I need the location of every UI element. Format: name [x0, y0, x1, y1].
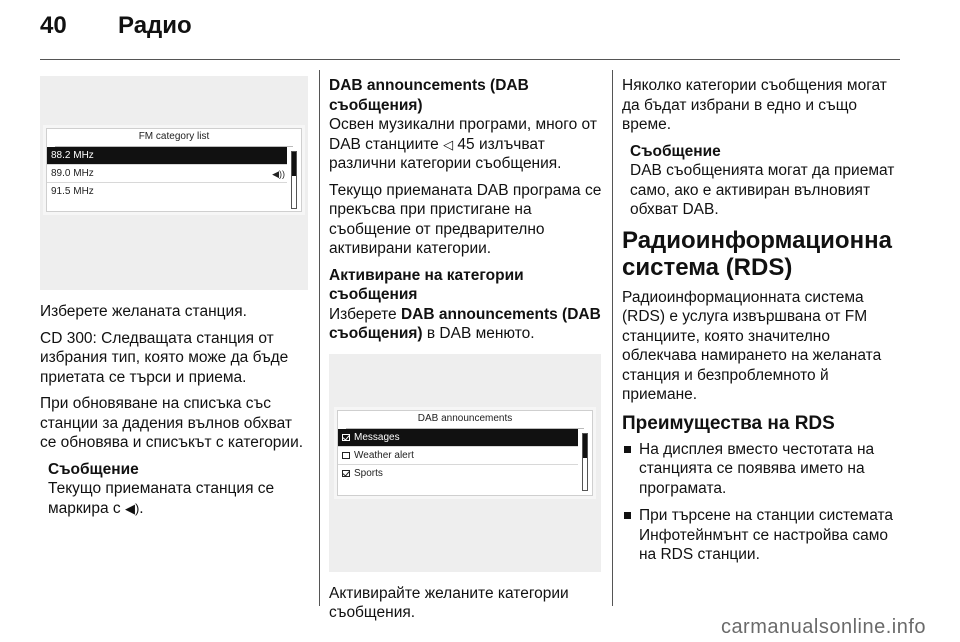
paragraph: Няколко категории съобщения могат да бъдат избрани в едно и също време.: [622, 77, 887, 133]
paragraph: Текущо приеманата DAB програма се прекъсва при пристигане на съобщение от предварително активирани категории.: [329, 181, 602, 257]
scrollbar: [291, 151, 297, 209]
fm-station-row: 91.5 MHz: [51, 186, 94, 197]
announcement-row: Weather alert: [338, 447, 578, 465]
paragraph: Активирайте желаните категории съобщения.: [329, 584, 569, 621]
checkbox-checked-icon: [342, 434, 350, 441]
column-divider-2: [612, 70, 613, 606]
fm-station-row: 88.2 MHz: [47, 147, 287, 165]
watermark: carmanualsonline.info: [720, 616, 926, 638]
header-rule: [40, 59, 900, 60]
list-item: На дисплея вместо честотата на станцията се появява името на програмата.: [622, 440, 907, 499]
paragraph: Радиоинформационната система (RDS) е услуга извършвана от FM станциите, която значително облекчава намирането на желаната станция и безпроблемното й приемане.: [622, 288, 882, 403]
list-item: При търсене на станции системата Инфотейнмънт се настройва само на RDS станции.: [622, 506, 907, 565]
column-2: [329, 76, 606, 630]
paragraph: Освен музикални програми, много от DAB станциите ◁ 45 излъчват различни категории съобщения.: [329, 116, 597, 172]
bullet-square-icon: [624, 512, 631, 519]
column-1: [40, 76, 308, 525]
scrollbar-thumb: [583, 434, 587, 458]
fm-category-list-figure: [40, 76, 308, 290]
note: Съобщение Текущо приеманата станция се маркира с ◀).: [40, 460, 308, 519]
speaker-icon: ◀): [124, 500, 140, 516]
reference-arrow-icon: ◁: [443, 136, 454, 152]
announcement-row: Messages: [338, 429, 578, 447]
checkbox-checked-icon: [342, 470, 350, 477]
speaker-icon: ◀)): [272, 169, 285, 179]
fm-category-screen: [46, 128, 302, 212]
note: [622, 142, 907, 220]
dab-announcements-screen: [337, 410, 593, 496]
fm-station-row: 89.0 MHz ◀)): [47, 165, 287, 183]
dab-announcements-screen-title: DAB announcements: [346, 411, 584, 429]
paragraph: Изберете DAB announcements (DAB съобщения) в DAB менюто.: [329, 305, 601, 342]
paragraph: CD 300: Следващата станция от избрания тип, която може да бъде приетата се търси и приема.: [40, 329, 289, 386]
note-title: Съобщение: [630, 142, 721, 160]
rds-advantages-heading: Преимущества на RDS: [622, 412, 835, 434]
note-title: Съобщение: [48, 460, 139, 478]
scrollbar: [582, 433, 588, 491]
dab-announcements-figure: [329, 354, 601, 572]
note-text: DAB съобщенията могат да приемат само, ако е активиран вълновият обхват DAB.: [630, 162, 895, 218]
rds-heading: Радиоинформационна система (RDS): [622, 226, 892, 281]
activate-categories-heading: Активиране на категории съобщения: [329, 266, 524, 303]
note-text: Текущо приеманата станция се маркира с: [48, 480, 275, 517]
page-header: [40, 12, 192, 52]
announcement-row: Sports: [338, 465, 578, 483]
fm-category-screen-title: FM category list: [55, 129, 293, 147]
paragraph: При обновяване на списъка със станции за дадения вълнов обхват се обновява и списъкът с категории.: [40, 395, 304, 451]
bullet-square-icon: [624, 446, 631, 453]
page-number: 40: [40, 12, 67, 39]
paragraph: Изберете желаната станция.: [40, 303, 247, 320]
dab-announcements-heading: DAB announcements (DAB съобщения): [329, 77, 529, 114]
section-title: Радио: [118, 12, 192, 39]
column-3: [622, 76, 907, 573]
scrollbar-thumb: [292, 152, 296, 176]
column-divider-1: [319, 70, 320, 606]
rds-advantages-list: [622, 440, 907, 565]
checkbox-unchecked-icon: [342, 452, 350, 459]
